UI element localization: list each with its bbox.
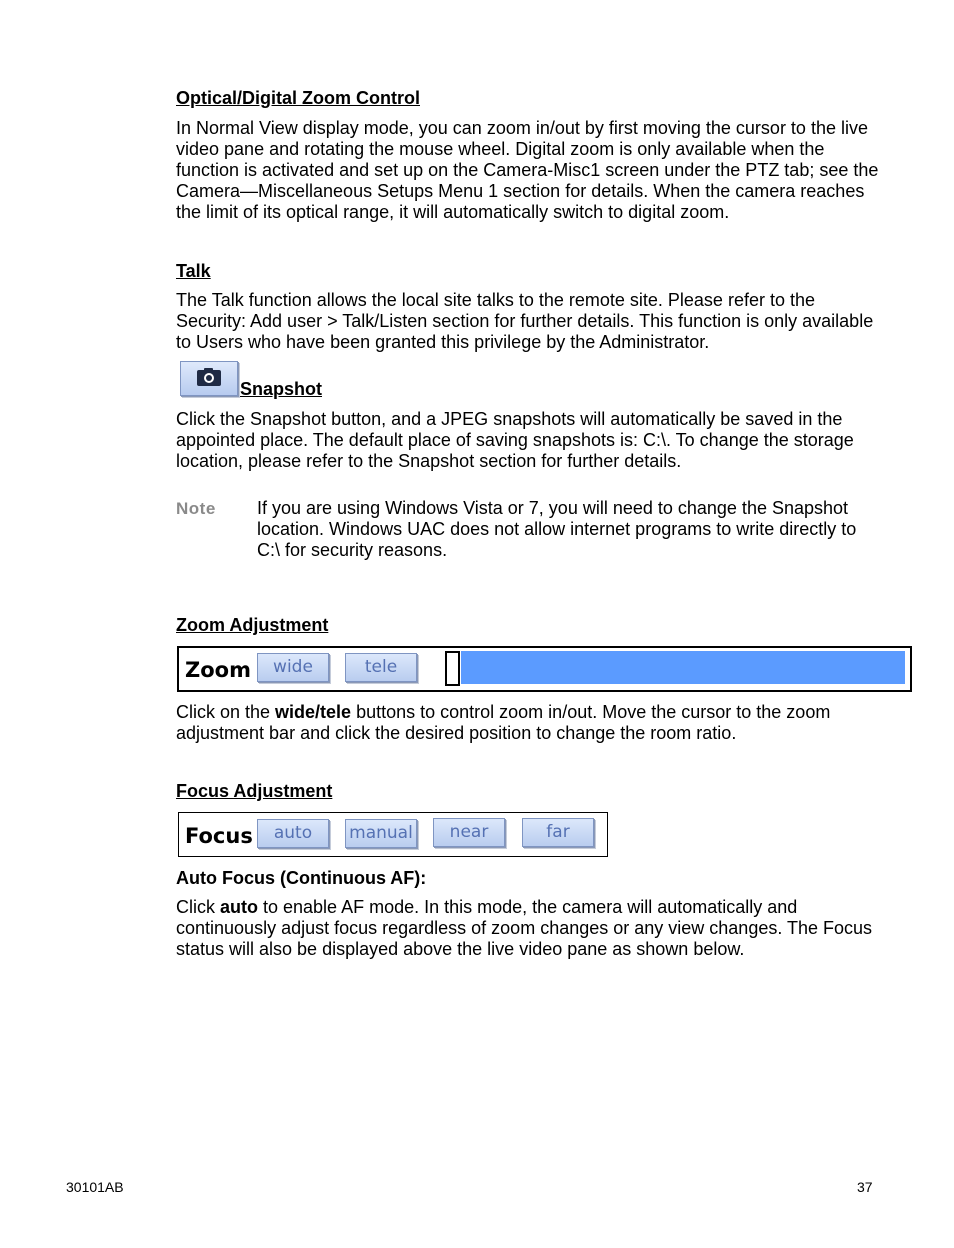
text-line: Camera—Miscellaneous Setups Menu 1 section for details. When the camera reaches bbox=[176, 181, 865, 201]
optical-zoom-paragraph bbox=[176, 118, 896, 223]
optical-zoom-heading: Optical/Digital Zoom Control bbox=[176, 88, 420, 108]
text-line: The Talk function allows the local site talks to the remote site. Please refer to the bbox=[176, 290, 815, 310]
text-run: Click bbox=[176, 897, 220, 917]
camera-icon bbox=[181, 362, 237, 395]
text-line: the limit of its optical range, it will automatically switch to digital zoom. bbox=[176, 202, 730, 222]
text-line: status will also be displayed above the live video pane as shown below. bbox=[176, 939, 745, 959]
footer-doc-id: 30101AB bbox=[66, 1179, 124, 1195]
zoom-control-widget bbox=[177, 646, 912, 692]
snapshot-paragraph bbox=[176, 409, 896, 472]
text-line: C:\ for security reasons. bbox=[257, 540, 448, 560]
footer-page-number: 37 bbox=[857, 1179, 873, 1195]
text-line: to Users who have been granted this privilege by the Administrator. bbox=[176, 332, 710, 352]
text-run: Click on the bbox=[176, 702, 276, 722]
text-line: video pane and rotating the mouse wheel. Digital zoom is only available when the bbox=[176, 139, 825, 159]
talk-heading: Talk bbox=[176, 261, 211, 281]
zoom-slider-handle[interactable] bbox=[445, 651, 460, 686]
note-text bbox=[257, 498, 897, 561]
focus-control-widget bbox=[178, 812, 608, 857]
text-line: continuously adjust focus regardless of zoom changes or any view changes. The Focus bbox=[176, 918, 873, 938]
text-run: to enable AF mode. In this mode, the camera will automatically and bbox=[258, 897, 798, 917]
text-line: location, please refer to the Snapshot section for further details. bbox=[176, 451, 682, 471]
wide-tele-emphasis: wide/tele bbox=[275, 702, 352, 722]
focus-near-button[interactable]: near bbox=[433, 818, 505, 847]
snapshot-button[interactable] bbox=[180, 361, 238, 396]
zoom-paragraph bbox=[176, 702, 916, 744]
zoom-adjustment-bar[interactable] bbox=[461, 651, 905, 684]
focus-adjustment-heading: Focus Adjustment bbox=[176, 781, 333, 801]
auto-emphasis: auto bbox=[220, 897, 258, 917]
text-line: Click the Snapshot button, and a JPEG snapshots will automatically be saved in the bbox=[176, 409, 843, 429]
talk-paragraph bbox=[176, 290, 896, 353]
auto-focus-heading: Auto Focus (Continuous AF): bbox=[176, 868, 427, 888]
text-line: appointed place. The default place of saving snapshots is: C:\. To change the storage bbox=[176, 430, 854, 450]
zoom-tele-button[interactable]: tele bbox=[345, 653, 417, 682]
zoom-wide-button[interactable]: wide bbox=[257, 653, 329, 682]
text-line: In Normal View display mode, you can zoom in/out by first moving the cursor to the live bbox=[176, 118, 868, 138]
focus-auto-button[interactable]: auto bbox=[257, 819, 329, 848]
text-line: adjustment bar and click the desired position to change the room ratio. bbox=[176, 723, 737, 743]
focus-far-button[interactable]: far bbox=[522, 818, 594, 847]
snapshot-heading: Snapshot bbox=[240, 379, 323, 399]
note-label: Note bbox=[176, 499, 216, 518]
text-line: function is activated and set up on the Camera-Misc1 screen under the PTZ tab; see the bbox=[176, 160, 879, 180]
auto-focus-paragraph bbox=[176, 897, 916, 960]
focus-manual-button[interactable]: manual bbox=[345, 819, 417, 848]
text-line bbox=[176, 897, 916, 918]
zoom-adjustment-heading: Zoom Adjustment bbox=[176, 615, 329, 635]
text-run: buttons to control zoom in/out. Move the cursor to the zoom bbox=[351, 702, 831, 722]
text-line: Security: Add user > Talk/Listen section for further details. This function is only available bbox=[176, 311, 874, 331]
text-line bbox=[176, 702, 916, 723]
zoom-label: Zoom bbox=[185, 658, 251, 682]
text-line: location. Windows UAC does not allow internet programs to write directly to bbox=[257, 519, 857, 539]
focus-label: Focus bbox=[185, 824, 253, 848]
text-line: If you are using Windows Vista or 7, you will need to change the Snapshot bbox=[257, 498, 849, 518]
